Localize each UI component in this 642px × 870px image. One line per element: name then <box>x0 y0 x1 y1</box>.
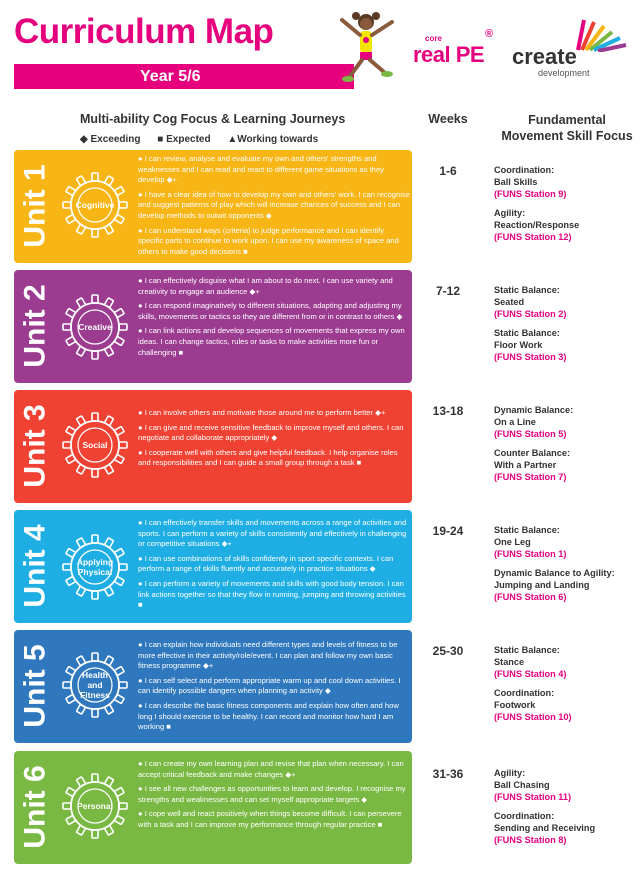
fms-skill-sub: Reaction/Response <box>494 220 580 230</box>
cog-label <box>62 801 128 811</box>
learning-journey-list <box>138 759 410 835</box>
fms-skill-station: (FUNS Station 1) <box>494 549 567 559</box>
fms-skill <box>494 567 640 603</box>
fms-skill-name: Static Balance: <box>494 525 560 535</box>
real-pe-logo <box>413 28 493 76</box>
learning-journey-item: ● I cope well and react positively when things become difficult. I can persevere with a task and I can improve my performance through regular practice ■ <box>138 809 402 829</box>
fms-skill-station: (FUNS Station 12) <box>494 232 572 242</box>
learning-journey-item: ● I can self select and perform appropriate warm up and cool down activities. I can identify possible dangers when planning an activity ◆ <box>138 675 401 696</box>
unit-card <box>14 270 412 383</box>
fms-skill-sub: Floor Work <box>494 340 543 350</box>
fms-column-header <box>494 112 640 144</box>
fms-skill-list <box>494 284 640 370</box>
fms-skill-name: Dynamic Balance: <box>494 405 574 415</box>
cog-label <box>62 322 128 332</box>
fms-skill-list <box>494 644 640 730</box>
fms-skill-list <box>494 164 640 250</box>
fms-skill <box>494 404 640 440</box>
unit-title: Unit 4 <box>18 523 52 608</box>
cog-column-header: Multi-ability Cog Focus & Learning Journeys <box>80 112 346 126</box>
fms-skill-sub: Sending and Receiving <box>494 823 596 833</box>
learning-journey-list <box>138 408 410 473</box>
unit-card <box>14 630 412 743</box>
fms-skill-station: (FUNS Station 10) <box>494 712 572 722</box>
legend <box>80 134 332 145</box>
fms-skill <box>494 284 640 320</box>
cog-label-line: and <box>87 680 103 690</box>
learning-journey-item: ● I can involve others and motivate those around me to perform better ◆+ <box>138 408 386 417</box>
learning-journey-item: ● I can give and receive sensitive feedback to improve myself and others. I can negotiate and collaborate appropriately ◆ <box>138 422 404 443</box>
cog-label <box>62 440 128 450</box>
fms-skill-name: Coordination: <box>494 811 555 821</box>
learning-journey-item: ● I have a clear idea of how to develop my own and others' work. I can recognise and suggest patterns of play which will increase chances of success and I can develop methods to outwit opponents ◆ <box>138 189 410 220</box>
fms-skill-sub: Seated <box>494 297 525 307</box>
unit-title: Unit 1 <box>18 163 52 248</box>
mascot-girl-jumping-icon <box>330 8 402 88</box>
unit-weeks: 7-12 <box>435 284 461 298</box>
legend-expected: ■ Expected <box>157 134 211 145</box>
unit-title: Unit 2 <box>18 283 52 368</box>
real-pe-registered: ® <box>485 28 494 40</box>
fms-skill-station: (FUNS Station 9) <box>494 189 567 199</box>
unit-weeks: 19-24 <box>432 524 464 538</box>
learning-journey-list <box>138 154 410 261</box>
fms-skill <box>494 810 640 846</box>
fms-skill-station: (FUNS Station 8) <box>494 835 567 845</box>
learning-journey-list <box>138 518 410 615</box>
fms-skill-name: Static Balance: <box>494 645 560 655</box>
unit-card <box>14 390 412 503</box>
unit-card <box>14 510 412 623</box>
fms-skill <box>494 644 640 680</box>
fms-skill-list <box>494 404 640 490</box>
fms-skill-station: (FUNS Station 6) <box>494 592 567 602</box>
fms-skill-station: (FUNS Station 7) <box>494 472 567 482</box>
fms-skill-sub: Jumping and Landing <box>494 580 590 590</box>
legend-exceeding: ◆ Exceeding <box>80 134 141 145</box>
create-development-logo <box>508 18 633 80</box>
fms-skill-station: (FUNS Station 3) <box>494 352 567 362</box>
learning-journey-item: ● I can perform a variety of movements and skills with good body tension. I can link actions together so that they flow in running, jumping and throwing activities ■ <box>138 578 406 610</box>
learning-journey-item: ● I can respond imaginatively to different situations, adapting and adjusting my skills, movements or tactics so they are different from or in contrast to others ◆ <box>138 301 403 321</box>
unit-card <box>14 751 412 864</box>
cog-label-line: Cognitive <box>75 200 115 210</box>
learning-journey-item: ● I can use combinations of skills confidently in sport specific contexts. I can perform a range of skills fluently and accurately in practice situations ◆ <box>138 553 394 574</box>
fms-skill-sub: One Leg <box>494 537 531 547</box>
learning-journey-item: ● I can link actions and develop sequences of movements that express my own ideas. I can change tactics, rules or tasks to make activities more fun or challenging ■ <box>138 326 405 357</box>
fms-skill <box>494 687 640 723</box>
cog-label-line: Fitness <box>80 690 110 700</box>
create-name: create <box>512 44 577 69</box>
cog-label <box>62 557 128 577</box>
learning-journey-item: ● I can explain how individuals need different types and levels of fitness to be more effective in their activity/role/event. I can plan and follow my own basic fitness programme ◆+ <box>138 640 398 671</box>
weeks-column-header: Weeks <box>428 112 468 126</box>
fms-skill-sub: Footwork <box>494 700 536 710</box>
learning-journey-item: ● I see all new challenges as opportunities to learn and develop. I recognise my strengths and weaknesses and can set myself appropriate targets ◆ <box>138 784 406 804</box>
fms-skill <box>494 207 640 243</box>
fms-skill <box>494 767 640 803</box>
fms-skill-sub: Ball Skills <box>494 177 538 187</box>
fms-skill <box>494 524 640 560</box>
learning-journey-item: ● I can review, analyse and evaluate my own and others' strengths and weaknesses and I can read and react to different game situations as they develop ◆+ <box>138 154 384 185</box>
fms-skill-station: (FUNS Station 11) <box>494 792 572 802</box>
create-sub: development <box>538 68 590 78</box>
fms-skill-sub: With a Partner <box>494 460 557 470</box>
cog-label-line: Health <box>82 670 108 680</box>
unit-title: Unit 5 <box>18 643 52 728</box>
learning-journey-item: ● I can understand ways (criteria) to judge performance and I can identify specific parts to continue to work upon. I can use my awareness of space and others to make good decisions ■ <box>138 225 399 256</box>
fms-skill-sub: On a Line <box>494 417 536 427</box>
fms-skill-name: Coordination: <box>494 165 555 175</box>
fms-skill-station: (FUNS Station 2) <box>494 309 567 319</box>
unit-title: Unit 3 <box>18 403 52 488</box>
fms-skill-sub: Stance <box>494 657 525 667</box>
cog-label-line: Social <box>82 440 108 450</box>
learning-journey-item: ● I cooperate well with others and give helpful feedback. I help organise roles and responsibilities and I can guide a small group through a task ■ <box>138 447 398 468</box>
year-banner: Year 5/6 <box>14 64 354 89</box>
fms-skill <box>494 327 640 363</box>
learning-journey-item: ● I can effectively disguise what I am about to do next. I can use variety and creativity to engage an audience ◆+ <box>138 276 393 296</box>
learning-journey-item: ● I can effectively transfer skills and movements across a range of activities and sports. I can perform a variety of skills consistently and effectively in challenging or competitive situations ◆+ <box>138 518 407 549</box>
create-rainbow-icon <box>570 18 630 52</box>
learning-journey-list <box>138 640 410 737</box>
learning-journey-item: ● I can create my own learning plan and revise that plan when necessary. I can accept critical feedback and make changes ◆+ <box>138 759 404 779</box>
fms-skill-station: (FUNS Station 4) <box>494 669 567 679</box>
unit-weeks: 13-18 <box>432 404 464 418</box>
real-pe-core-text: core <box>425 34 442 43</box>
fms-skill-list <box>494 767 640 853</box>
unit-weeks: 25-30 <box>432 644 464 658</box>
cog-label <box>62 200 128 210</box>
cog-label-line: Applying <box>76 557 114 567</box>
fms-skill <box>494 447 640 483</box>
fms-header-line2: Movement Skill Focus <box>501 129 633 143</box>
fms-skill-name: Static Balance: <box>494 285 560 295</box>
unit-weeks: 1-6 <box>439 164 457 178</box>
cog-label-line: Physical <box>77 567 113 577</box>
fms-skill-name: Dynamic Balance to Agility: <box>494 568 615 578</box>
fms-skill-name: Agility: <box>494 768 526 778</box>
fms-skill-station: (FUNS Station 5) <box>494 429 567 439</box>
real-pe-name: real PE <box>413 42 485 67</box>
fms-skill-name: Agility: <box>494 208 526 218</box>
unit-weeks: 31-36 <box>432 767 464 781</box>
learning-journey-list <box>138 276 410 362</box>
cog-label-line: Personal <box>77 801 113 811</box>
fms-header-line1: Fundamental <box>528 113 606 127</box>
legend-working: ▲Working towards <box>227 134 319 145</box>
page-title: Curriculum Map <box>14 12 274 51</box>
fms-skill-list <box>494 524 640 610</box>
fms-skill-name: Static Balance: <box>494 328 560 338</box>
fms-skill-name: Counter Balance: <box>494 448 571 458</box>
unit-title: Unit 6 <box>18 764 52 849</box>
unit-card <box>14 150 412 263</box>
cog-label-line: Creative <box>78 322 112 332</box>
learning-journey-item: ● I can describe the basic fitness components and explain how often and how long I should exercise to be healthy. I can record and monitor how hard I am working ■ <box>138 700 399 732</box>
cog-label <box>62 670 128 700</box>
fms-skill-name: Coordination: <box>494 688 555 698</box>
fms-skill-sub: Ball Chasing <box>494 780 550 790</box>
fms-skill <box>494 164 640 200</box>
